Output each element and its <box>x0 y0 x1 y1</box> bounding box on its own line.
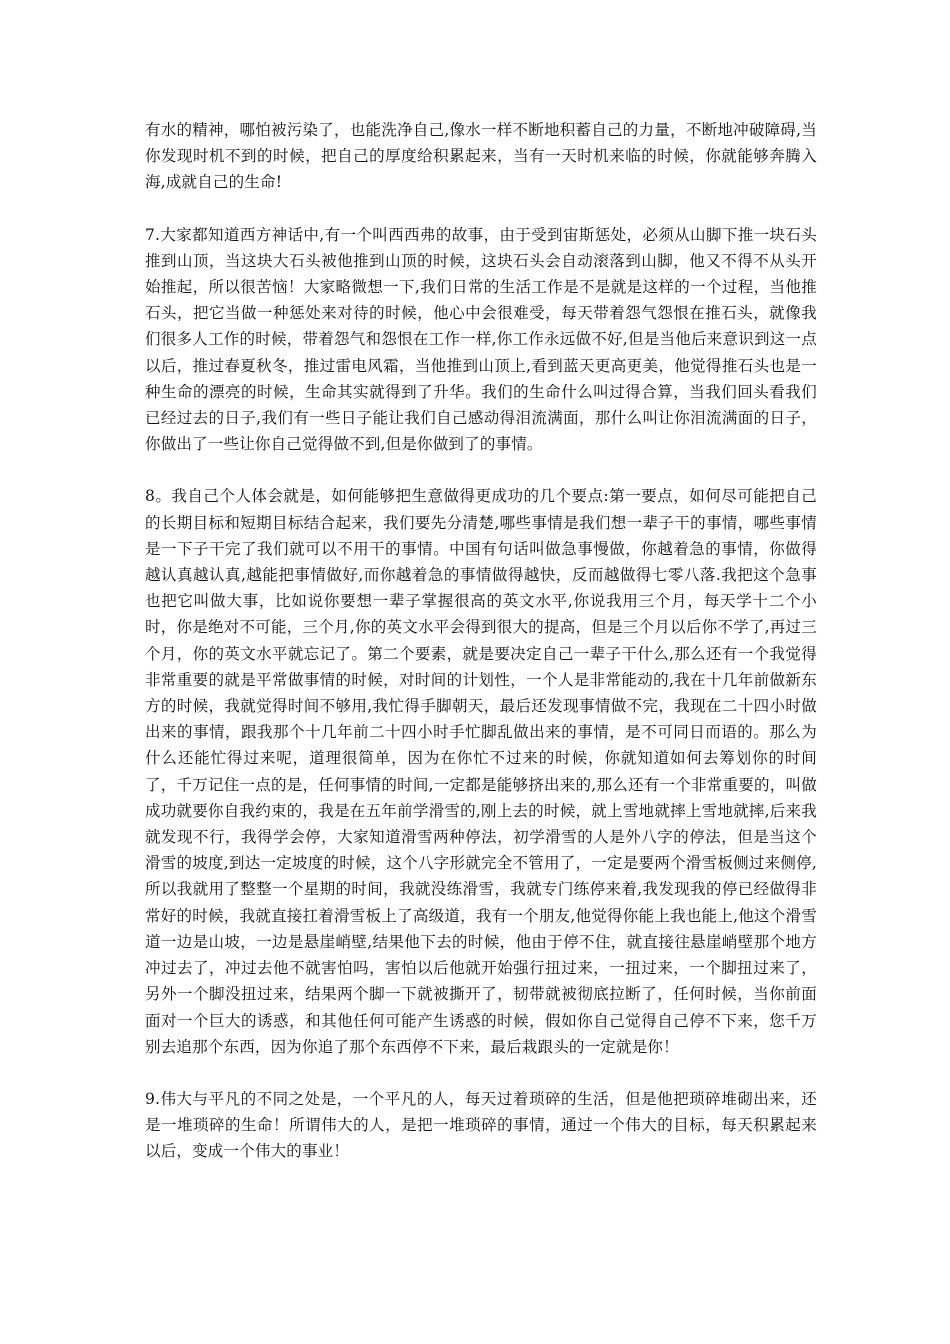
paragraph-8-business-tips: 8。我自己个人体会就是，如何能够把生意做得更成功的几个要点:第一要点，如何尽可能把自己的长期目标和短期目标结合起来，我们要先分清楚,哪些事情是我们想一辈子干的事情，哪些事情是一下子干完了我们就可以不用干的事情。中国有句话叫做急事慢做，你越着急的事情，你做得越认真越认真,越能把事情做好,而你越着急的事情做得越快，反而越做得七零八落.我把这个急事也把它叫做大事，比如说你要想一辈子掌握很高的英文水平,你说我用三个月，每天学十二个小时，你是绝对不可能，三个月,你的英文水平会得到很大的提高，但是三个月以后你不学了,再过三个月，你的英文水平就忘记了。第二个要素，就是要决定自己一辈子干什么,那么还有一个我觉得非常重要的就是平常做事情的时候，对时间的计划性，一个人是非常能动的,我在十几年前做新东方的时候，我就觉得时间不够用,我忙得手脚朝天，最后还发现事情做不完，我现在二十四小时做出来的事情，跟我那个十几年前二十四小时手忙脚乱做出来的事情，是不可同日而语的。那么为什么还能忙得过来呢，道理很简单，因为在你忙不过来的时候，你就知道如何去筹划你的时间了，千万记住一点的是，任何事情的时间,一定都是能够挤出来的,那么还有一个非常重要的，叫做成功就要你自我约束的，我是在五年前学滑雪的,刚上去的时候，就上雪地就摔上雪地就摔,后来我就发现不行，我得学会停，大家知道滑雪两种停法，初学滑雪的人是外八字的停法，但是当这个滑雪的坡度,到达一定坡度的时候，这个八字形就完全不管用了，一定是要两个滑雪板侧过来侧停,所以我就用了整整一个星期的时间，我就没练滑雪，我就专门练停来着,我发现我的停已经做得非常好的时候，我就直接扛着滑雪板上了高级道，我有一个朋友,他觉得你能上我也能上,他这个滑雪道一边是山坡，一边是悬崖峭壁,结果他下去的时候，他由于停不住，就直接往悬崖峭壁那个地方冲过去了，冲过去他不就害怕吗，害怕以后他就开始强行扭过来，一扭过来，一个脚扭过来了，另外一个脚没扭过来，结果两个脚一下就被撕开了，韧带就被彻底拉断了，任何时候，当你前面面对一个巨大的诱惑，和其他任何可能产生诱惑的时候，假如你自己觉得自己停不下来，您千万别去追那个东西，因为你追了那个东西停不下来，最后栽跟头的一定就是你！ <box>145 487 817 1056</box>
paragraph-water-spirit: 有水的精神，哪怕被污染了，也能洗净自己,像水一样不断地积蓄自己的力量，不断地冲破障碍,当你发现时机不到的时候，把自己的厚度给积累起来，当有一天时机来临的时候，你就能够奔腾入海,成就自己的生命! <box>145 121 817 192</box>
paragraph-9-greatness: 9.伟大与平凡的不同之处是，一个平凡的人，每天过着琐碎的生活，但是他把琐碎堆砌出来，还是一堆琐碎的生命！所谓伟大的人，是把一堆琐碎的事情，通过一个伟大的目标，每天积累起来以后，变成一个伟大的事业！ <box>145 1089 817 1161</box>
document-page <box>145 117 817 1165</box>
paragraph-7-sisyphus: 7.大家都知道西方神话中,有一个叫西西弗的故事，由于受到宙斯惩处，必须从山脚下推一块石头推到山顶，当这块大石头被他推到山顶的时候，这块石头会自动滚落到山脚，他又不得不从头开始推起，所以很苦恼！大家略微想一下,我们日常的生活工作是不是就是这样的一个过程，当他推石头，把它当做一种惩处来对待的时候，他心中会很难受，每天带着怨气怨恨在推石头，就像我们很多人工作的时候，带着怨气和怨恨在工作一样,你工作永远做不好,但是当他后来意识到这一点以后，推过春夏秋冬，推过雷电风霜，当他推到山顶上,看到蓝天更高更美，他觉得推石头也是一种生命的漂亮的时候，生命其实就得到了升华。我们的生命什么叫过得合算，当我们回头看我们已经过去的日子,我们有一些日子能让我们自己感动得泪流满面，那什么叫让你泪流满面的日子，你做出了一些让你自己觉得做不到,但是你做到了的事情。 <box>145 225 817 454</box>
